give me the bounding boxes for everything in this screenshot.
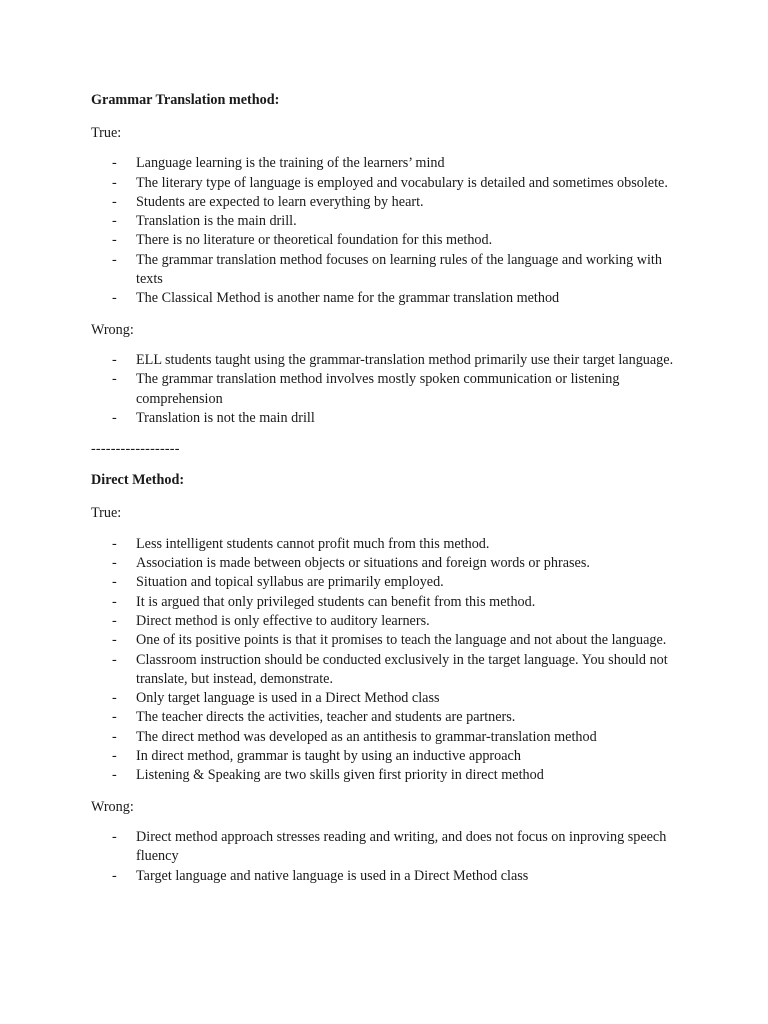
list-item: [91, 251, 691, 290]
list-item: [91, 231, 691, 250]
bullet-dash: -: [112, 371, 117, 388]
list-item-text: One of its positive points is that it promises to teach the language and not about the language.: [136, 632, 667, 649]
list-item: [91, 351, 691, 370]
bullet-dash: -: [112, 409, 117, 426]
list-item-text: Only target language is used in a Direct Method class: [136, 690, 440, 707]
list-item: [91, 708, 691, 727]
list-item-text: Translation is the main drill.: [136, 213, 297, 230]
bullet-dash: -: [112, 728, 117, 745]
bullet-dash: -: [112, 632, 117, 649]
list-item-text: The grammar translation method focuses on learning rules of the language and working with texts: [136, 251, 662, 288]
bullet-dash: -: [112, 351, 117, 368]
list-item: [91, 631, 691, 650]
list-item-text: In direct method, grammar is taught by using an inductive approach: [136, 748, 521, 765]
document-page: [91, 91, 691, 886]
list-item: [91, 554, 691, 573]
list-item: [91, 766, 691, 785]
bullet-dash: -: [112, 232, 117, 249]
wrong-list: [91, 828, 691, 886]
list-item: [91, 612, 691, 631]
list-item: [91, 193, 691, 212]
bullet-dash: -: [112, 574, 117, 591]
bullet-dash: -: [112, 612, 117, 629]
section-grammar-translation: [91, 91, 691, 428]
list-item-text: The teacher directs the activities, teacher and students are partners.: [136, 709, 516, 726]
list-item-text: ELL students taught using the grammar-translation method primarily use their target language.: [136, 351, 674, 368]
bullet-dash: -: [112, 651, 117, 668]
list-item-text: The Classical Method is another name for the grammar translation method: [136, 290, 560, 307]
bullet-dash: -: [112, 767, 117, 784]
true-label: True:: [91, 505, 122, 522]
list-item: [91, 212, 691, 231]
list-item-text: The literary type of language is employed and vocabulary is detailed and sometimes obsolete.: [136, 174, 668, 191]
list-item-text: Students are expected to learn everything by heart.: [136, 193, 424, 210]
list-item: [91, 728, 691, 747]
section-direct-method: [91, 471, 691, 885]
list-item-text: Classroom instruction should be conducted exclusively in the target language. You should not translate, but instead, demonstrate.: [136, 651, 668, 687]
section-title: Direct Method:: [91, 472, 185, 489]
list-item: [91, 289, 691, 308]
list-item: [91, 409, 691, 428]
list-item-text: Listening & Speaking are two skills given first priority in direct method: [136, 767, 544, 784]
list-item: [91, 651, 691, 690]
bullet-dash: -: [112, 867, 117, 884]
list-item: [91, 689, 691, 708]
list-item-text: Less intelligent students cannot profit much from this method.: [136, 535, 490, 552]
list-item-text: The grammar translation method involves mostly spoken communication or listening comprehension: [136, 371, 620, 407]
true-list: [91, 535, 691, 786]
wrong-list: [91, 351, 691, 428]
bullet-dash: -: [112, 193, 117, 210]
bullet-dash: -: [112, 593, 117, 610]
list-item-text: It is argued that only privileged students can benefit from this method.: [136, 593, 536, 610]
list-item: [91, 154, 691, 173]
list-item: [91, 535, 691, 554]
true-list: [91, 154, 691, 308]
bullet-dash: -: [112, 174, 117, 191]
list-item-text: Translation is not the main drill: [136, 409, 315, 426]
list-item-text: There is no literature or theoretical foundation for this method.: [136, 232, 493, 249]
true-label: True:: [91, 125, 122, 141]
wrong-label: Wrong:: [91, 798, 134, 815]
list-item-text: Direct method approach stresses reading and writing, and does not focus on inproving speech fluency: [136, 828, 667, 865]
bullet-dash: -: [112, 555, 117, 572]
list-item: [91, 370, 691, 409]
bullet-dash: -: [112, 155, 117, 172]
list-item: [91, 828, 691, 867]
section-title: Grammar Translation method:: [91, 92, 280, 108]
list-item-text: The direct method was developed as an antithesis to grammar-translation method: [136, 728, 597, 745]
bullet-dash: -: [112, 709, 117, 726]
list-item-text: Situation and topical syllabus are primarily employed.: [136, 574, 444, 591]
bullet-dash: -: [112, 748, 117, 765]
bullet-dash: -: [112, 828, 117, 845]
bullet-dash: -: [112, 690, 117, 707]
list-item: [91, 867, 691, 886]
bullet-dash: -: [112, 535, 117, 552]
list-item: [91, 593, 691, 612]
bullet-dash: -: [112, 290, 117, 307]
section-separator: ------------------: [91, 441, 180, 458]
list-item: [91, 747, 691, 766]
list-item-text: Language learning is the training of the learners’ mind: [136, 155, 445, 172]
bullet-dash: -: [112, 213, 117, 230]
list-item-text: Association is made between objects or situations and foreign words or phrases.: [136, 555, 590, 572]
list-item: [91, 174, 691, 193]
wrong-label: Wrong:: [91, 321, 134, 338]
list-item: [91, 573, 691, 592]
list-item-text: Direct method is only effective to auditory learners.: [136, 612, 430, 629]
bullet-dash: -: [112, 251, 117, 268]
list-item-text: Target language and native language is used in a Direct Method class: [136, 867, 529, 884]
